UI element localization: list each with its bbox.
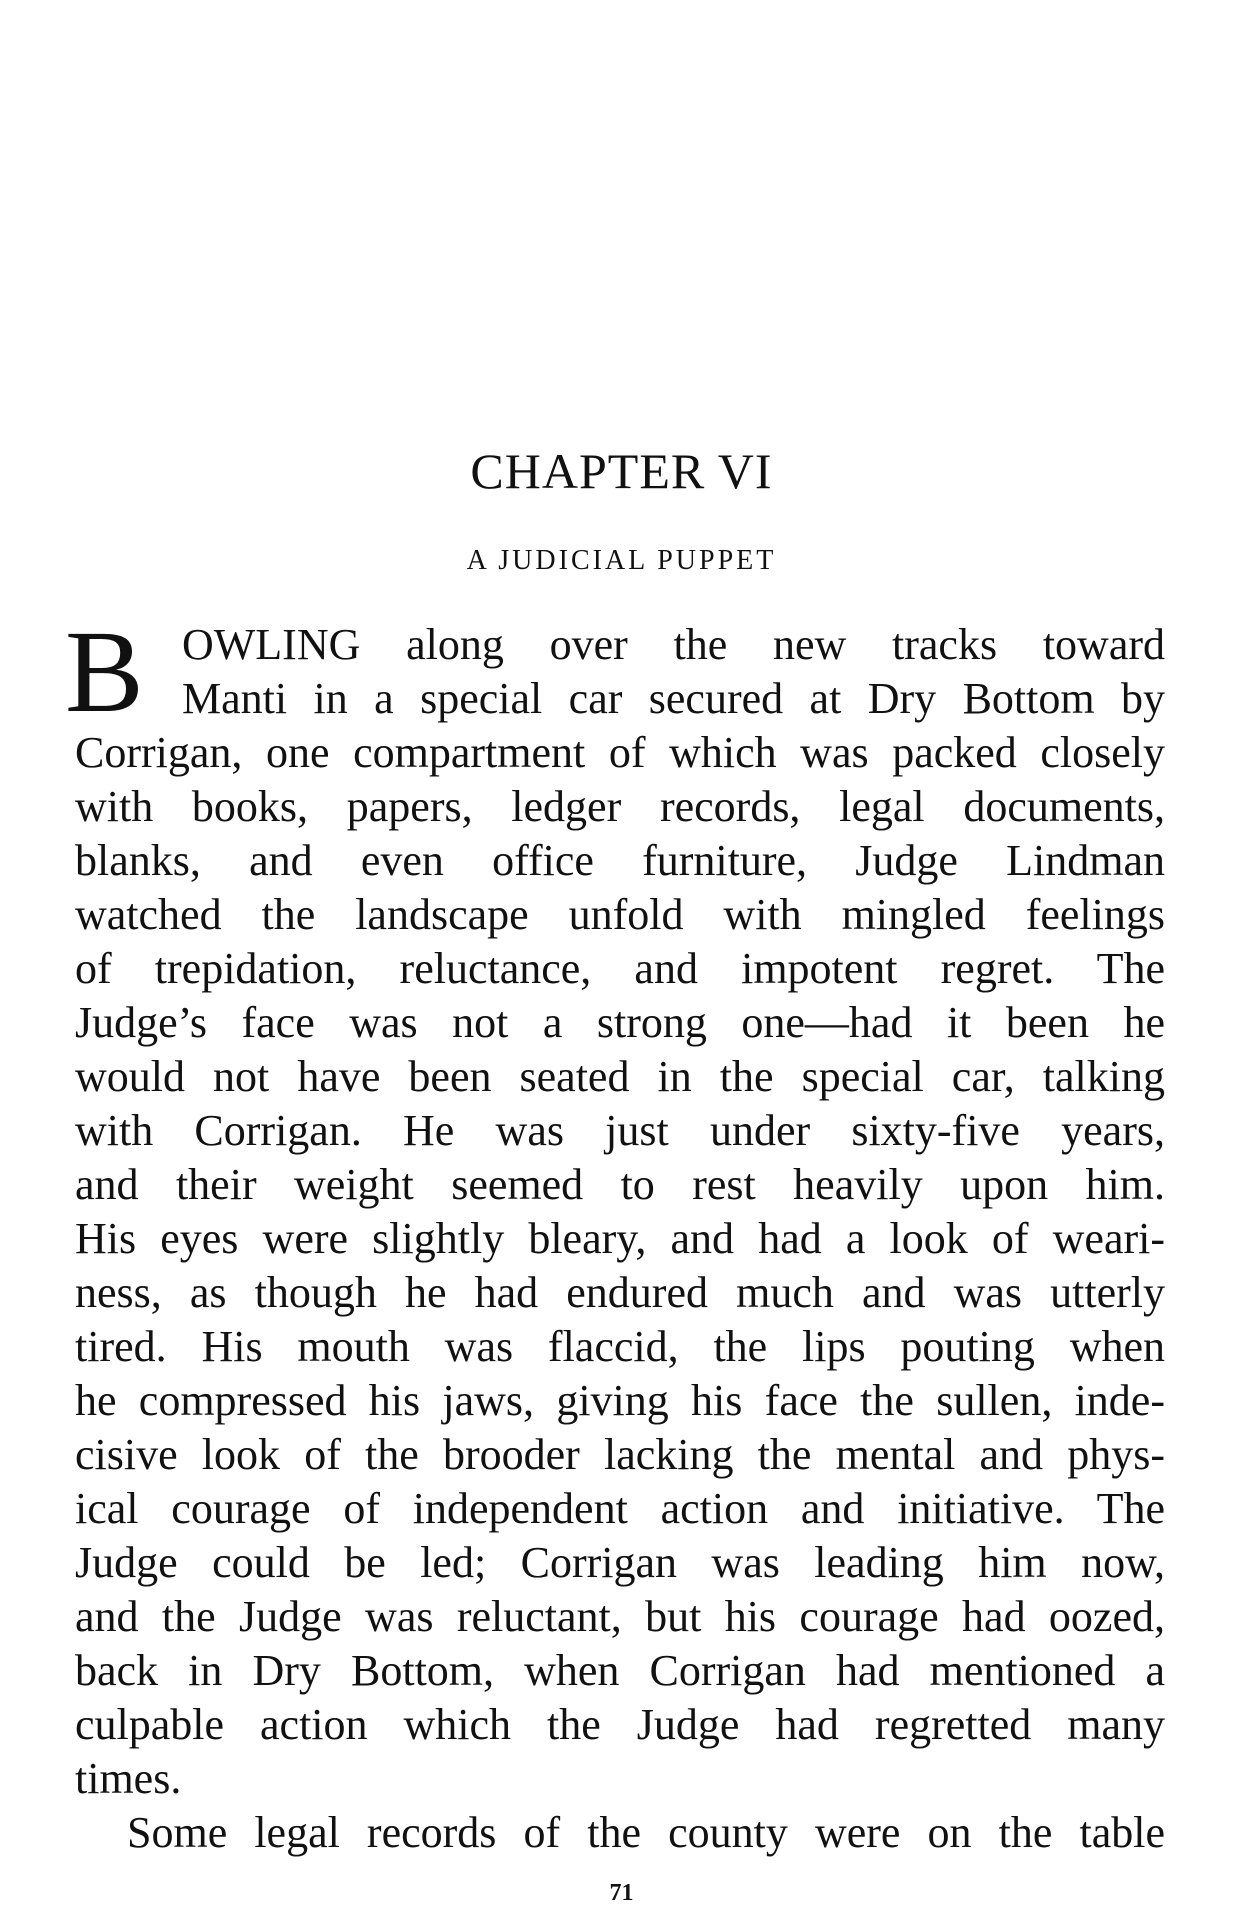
text-line: His eyes were slightly bleary, and had a look of weari- [75, 1214, 1165, 1263]
drop-cap: B [65, 606, 144, 737]
text-line: Judge could be led; Corrigan was leading him now, [75, 1538, 1165, 1587]
text-line: ness, as though he had endured much and was utterly [75, 1268, 1165, 1317]
text-line: would not have been seated in the special car, talking [75, 1052, 1165, 1101]
text-line: of trepidation, reluctance, and impotent regret. The [75, 944, 1165, 993]
text-line: blanks, and even office furniture, Judge Lindman [75, 836, 1165, 885]
chapter-subtitle: A JUDICIAL PUPPET [466, 545, 777, 576]
text-line: Judge’s face was not a strong one—had it been he [75, 998, 1165, 1047]
text-line: tired. His mouth was flaccid, the lips pouting when [75, 1322, 1165, 1371]
text-line: back in Dry Bottom, when Corrigan had mentioned a [75, 1646, 1165, 1695]
chapter-title: CHAPTER VI [470, 443, 773, 499]
text-line: culpable action which the Judge had regretted many [75, 1700, 1165, 1749]
text-line: and their weight seemed to rest heavily upon him. [75, 1160, 1165, 1209]
page-number: 71 [609, 1880, 634, 1906]
text-line: with Corrigan. He was just under sixty-five years, [75, 1106, 1165, 1155]
text-line: Manti in a special car secured at Dry Bottom by [182, 674, 1165, 723]
text-line: with books, papers, ledger records, legal documents, [75, 782, 1165, 831]
text-line: he compressed his jaws, giving his face the sullen, inde- [75, 1376, 1165, 1425]
text-line: watched the landscape unfold with mingled feelings [75, 890, 1165, 939]
text-line: and the Judge was reluctant, but his courage had oozed, [75, 1592, 1165, 1641]
text-line: OWLING along over the new tracks toward [182, 620, 1165, 669]
text-line: ical courage of independent action and initiative. The [75, 1484, 1165, 1533]
text-line: cisive look of the brooder lacking the mental and phys- [75, 1430, 1165, 1479]
text-line: Corrigan, one compartment of which was packed closely [75, 728, 1165, 777]
body-text [65, 606, 1165, 1860]
text-line: Some legal records of the county were on the table [127, 1808, 1165, 1857]
text-line: times. [75, 1754, 182, 1803]
